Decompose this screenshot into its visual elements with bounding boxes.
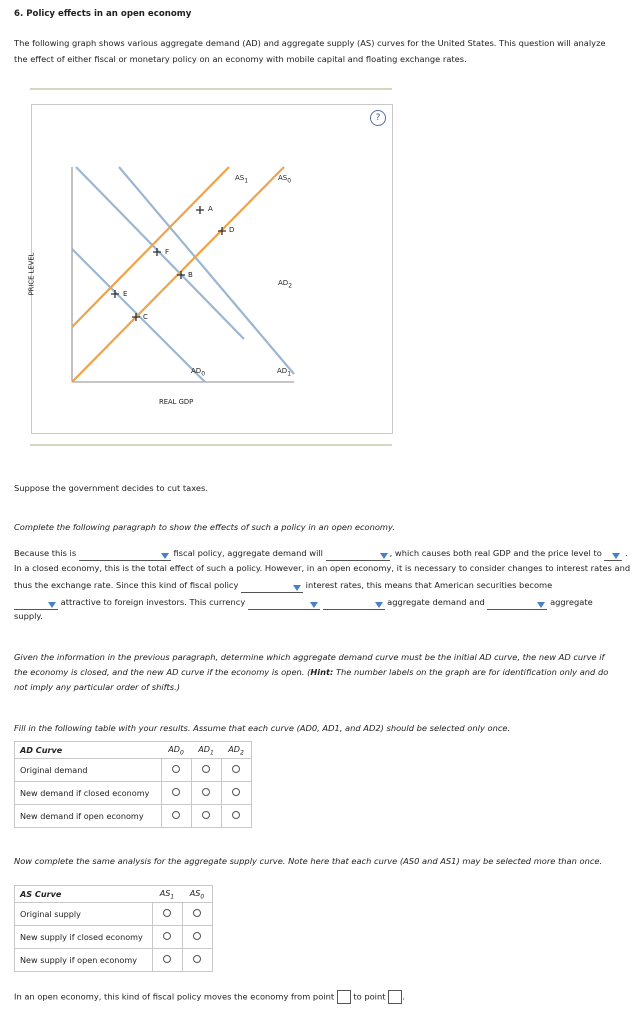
instruction-ad: Given the information in the previous paragraph, determine which aggregate demand curve must be the initial AD curve, the new AD curve if the economy is closed, and the new AD curve if the economy is open. (Hint: The number labels on the graph are for identification only and do not imply any particular order of shifts.) — [14, 652, 609, 692]
paragraph-line-1: Because this is fiscal policy, aggregate demand will , which causes both real GDP and the price level to . — [14, 545, 628, 561]
attractiveness-dropdown[interactable] — [14, 600, 58, 610]
radio-original-as0[interactable] — [193, 909, 201, 917]
radio-open-ad2[interactable] — [232, 811, 240, 819]
radio-open-as0[interactable] — [193, 955, 201, 963]
ad-table — [14, 741, 252, 828]
as-row-label: Original supply — [15, 903, 153, 926]
interest-rate-dropdown[interactable] — [241, 583, 303, 593]
point-a-marker — [196, 206, 204, 214]
ad-change-dropdown[interactable] — [326, 551, 390, 561]
radio-original-as1[interactable] — [163, 909, 171, 917]
instruction-table-ad: Fill in the following table with your results. Assume that each curve (AD0, AD1, and AD2) should be selected only once. — [14, 723, 511, 733]
radio-closed-as0[interactable] — [193, 932, 201, 940]
point-d-label: D — [229, 226, 235, 234]
ad2-curve — [76, 167, 244, 339]
policy-type-dropdown[interactable] — [79, 551, 171, 561]
radio-closed-ad0[interactable] — [172, 788, 180, 796]
radio-original-ad2[interactable] — [232, 765, 240, 773]
instruction-paragraph: Complete the following paragraph to show the effects of such a policy in an open economy. — [14, 522, 395, 532]
radio-closed-ad1[interactable] — [202, 788, 210, 796]
ad1-curve — [119, 167, 294, 374]
as-table-header: AS Curve — [15, 886, 153, 903]
intro-text: The following graph shows various aggregate demand (AD) and aggregate supply (AS) curves for the United States. This question will analyze the effect of either fiscal or monetary policy on an economy with mobile capital and floating exchange rates. — [14, 38, 606, 64]
x-axis-label: REAL GDP — [159, 398, 194, 406]
as-row-label: New supply if open economy — [15, 949, 153, 972]
question-title: 6. Policy effects in an open economy — [14, 9, 192, 19]
as1-label: $AS_1$ — [235, 174, 249, 185]
as-row-label: New supply if closed economy — [15, 926, 153, 949]
gdp-price-change-dropdown[interactable] — [604, 551, 622, 561]
radio-open-as1[interactable] — [163, 955, 171, 963]
divider-top — [30, 88, 392, 90]
ad1-col-header: $AD_1$ — [191, 742, 221, 759]
ad-as-graph — [32, 105, 392, 433]
point-e-marker — [111, 290, 119, 298]
as0-col-header: $AS_0$ — [182, 886, 213, 903]
radio-open-ad0[interactable] — [172, 811, 180, 819]
currency-dropdown[interactable] — [248, 600, 320, 610]
from-point-input[interactable] — [337, 990, 351, 1004]
paragraph-line-4: attractive to foreign investors. This currency aggregate demand and aggregate — [14, 594, 593, 610]
paragraph-line-3: thus the exchange rate. Since this kind of fiscal policy interest rates, this means that American securities become — [14, 577, 552, 593]
ad0-col-header: $AD_0$ — [161, 742, 191, 759]
ad2-col-header: $AD_2$ — [221, 742, 252, 759]
ad-row-label: New demand if closed economy — [15, 782, 162, 805]
graph-panel[interactable] — [27, 104, 393, 434]
radio-original-ad0[interactable] — [172, 765, 180, 773]
ad-effect-dropdown[interactable] — [323, 600, 385, 610]
point-b-label: B — [188, 271, 193, 279]
ad2-label: $AD_2$ — [278, 279, 293, 290]
radio-closed-as1[interactable] — [163, 932, 171, 940]
to-point-input[interactable] — [388, 990, 402, 1004]
final-sentence: In an open economy, this kind of fiscal policy moves the economy from point to point . — [14, 990, 405, 1004]
y-axis-label: PRICE LEVEL — [27, 252, 36, 296]
as0-label: $AS_0$ — [278, 174, 292, 185]
point-e-label: E — [123, 290, 128, 298]
scenario-text: Suppose the government decides to cut taxes. — [14, 483, 208, 493]
point-c-label: C — [143, 313, 148, 321]
paragraph-line-5: supply. — [14, 611, 43, 621]
point-f-marker — [153, 248, 161, 256]
help-icon[interactable]: ? — [370, 110, 386, 126]
ad2-curve-hidden — [72, 167, 294, 306]
ad-row-label: Original demand — [15, 759, 162, 782]
paragraph-line-2: In a closed economy, this is the total effect of such a policy. However, in an open economy, it is necessary to consider changes to interest rates and — [14, 563, 631, 573]
divider-bottom — [30, 444, 392, 446]
radio-open-ad1[interactable] — [202, 811, 210, 819]
point-a-label: A — [208, 205, 213, 213]
as-effect-dropdown[interactable] — [487, 600, 547, 610]
ad-table-header: AD Curve — [15, 742, 162, 759]
ad0-label: $AD_0$ — [191, 367, 206, 378]
point-f-label: F — [165, 248, 170, 256]
radio-original-ad1[interactable] — [202, 765, 210, 773]
ad1-label: $AD_1$ — [277, 367, 292, 378]
radio-closed-ad2[interactable] — [232, 788, 240, 796]
ad-row-label: New demand if open economy — [15, 805, 162, 828]
as1-col-header: $AS_1$ — [152, 886, 182, 903]
instruction-as: Now complete the same analysis for the aggregate supply curve. Note here that each curve (AS0 and AS1) may be selected more than once. — [14, 856, 603, 866]
as-table — [14, 885, 213, 972]
